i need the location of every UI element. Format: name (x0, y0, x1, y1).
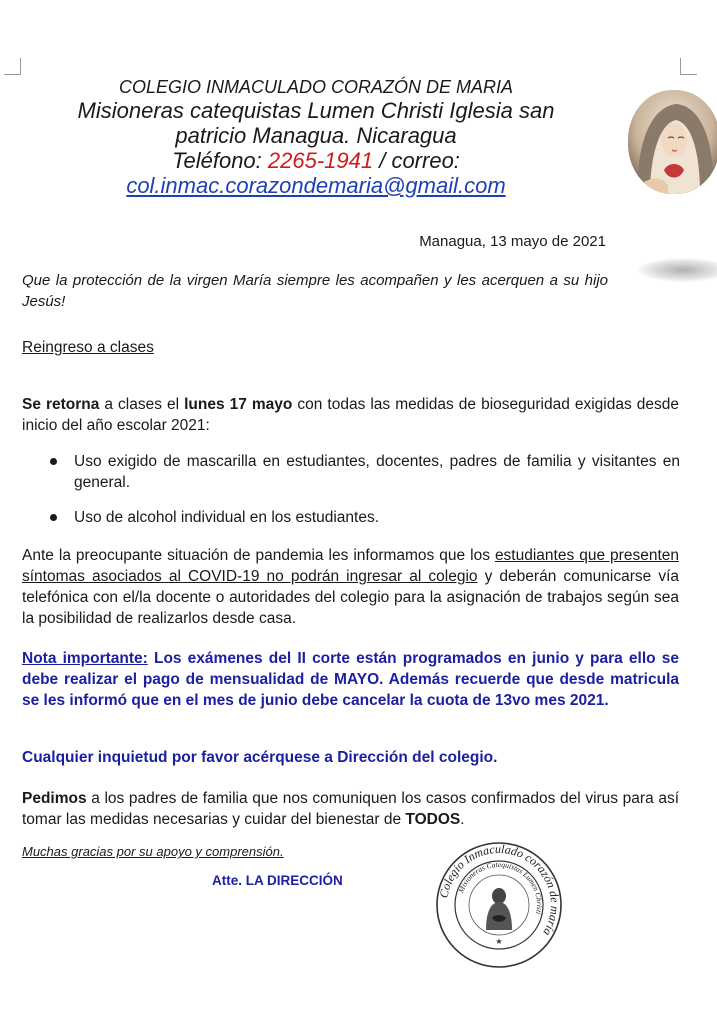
section-title: Reingreso a clases (22, 339, 154, 356)
request-paragraph (22, 788, 679, 830)
email-label: / correo: (373, 148, 460, 173)
list-item-text: Uso exigido de mascarilla en estudiantes, docentes, padres de familia y visitantes en general. (74, 453, 680, 491)
pandemic-text-2: y deberán comunicarse vía telefónica con el/la docente o autoridades del colegio para la asignación de trabajos según sea la posibilidad de realizarlos desde casa. (22, 568, 680, 627)
virgin-mary-image (628, 90, 717, 194)
bullet-icon (50, 458, 57, 465)
return-text-2: con todas las medidas de bioseguridad exigidas desde inicio del año escolar 2021: (22, 396, 679, 434)
request-text-2: . (460, 811, 465, 828)
request-text-1: a los padres de familia que nos comuniquen los casos confirmados del virus para así tomar las medidas necesarias y cuidar del bienestar de (22, 790, 679, 828)
school-name: COLEGIO INMACULADO CORAZÓN DE MARIA (118, 77, 514, 97)
pandemic-paragraph (22, 545, 679, 629)
return-text-1: a clases el (99, 396, 185, 413)
seal-outer-text: Colegio Inmaculado corazón de maría (436, 841, 563, 939)
request-todos: TODOS (405, 811, 461, 828)
congregation-line: Misioneras catequistas Lumen Christi Iglesia san (77, 98, 555, 123)
location-line: patricio Managua. Nicaragua (175, 123, 457, 148)
school-seal-stamp (434, 840, 564, 970)
letterhead (20, 76, 612, 198)
covid-warning: estudiantes que presenten síntomas asociados al COVID-19 no podrán ingresar al colegio (22, 547, 679, 585)
seal-star-icon: ★ (495, 937, 503, 946)
important-note (22, 648, 679, 711)
note-text: Los exámenes del II corte están programados en junio y para ello se debe realizar el pago de mensualidad de MAYO. Además recuerde que desde matricula se les informó que en el mes de junio debe cancelar la cuota de 13vo mes 2021. (22, 650, 680, 709)
list-item (50, 451, 680, 493)
contact-line (20, 148, 612, 173)
request-emphasis: Pedimos (22, 790, 87, 807)
return-date: lunes 17 mayo (184, 396, 293, 413)
blessing-text: Que la protección de la virgen María siempre les acompañen y les acerquen a su hijo Jesús! (22, 272, 608, 310)
page-corner-mark-right (680, 58, 697, 75)
biosafety-list (50, 451, 680, 542)
note-label: Nota importante: (22, 650, 148, 667)
return-emphasis: Se retorna (22, 396, 100, 413)
phone-number: 2265-1941 (267, 148, 374, 173)
email-link[interactable]: col.inmac.corazondemaria@gmail.com (126, 173, 506, 198)
phone-label: Teléfono: (172, 148, 268, 173)
seal-figure-icon (486, 888, 512, 930)
seal-inner-text: Misioneras Catequistas Lumen Christi (456, 859, 545, 916)
thanks-line: Muchas gracias por su apoyo y comprensión. (22, 844, 284, 859)
inquiry-line: Cualquier inquietud por favor acérquese a Dirección del colegio. (22, 749, 498, 766)
pandemic-text-1: Ante la preocupante situación de pandemia les informamos que los (22, 547, 495, 564)
list-item (50, 507, 680, 528)
bullet-icon (50, 514, 57, 521)
letter-date: Managua, 13 mayo de 2021 (419, 233, 606, 250)
decorative-shadow (638, 258, 717, 282)
return-paragraph (22, 394, 679, 436)
signature: Atte. LA DIRECCIÓN (212, 873, 343, 888)
page-corner-mark-left (4, 58, 21, 75)
list-item-text: Uso de alcohol individual en los estudiantes. (74, 509, 380, 526)
